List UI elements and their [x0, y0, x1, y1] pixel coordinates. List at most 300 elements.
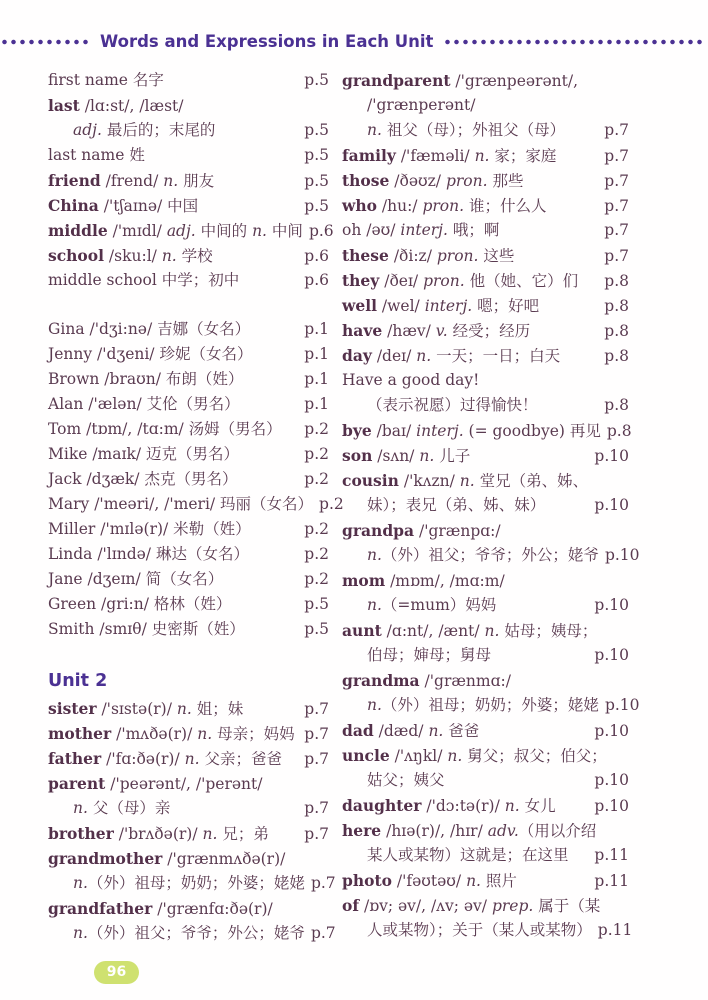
entry-segment: （外）祖母；奶奶；外婆；姥姥: [381, 696, 599, 714]
entry-line: [48, 542, 329, 567]
entry-text: [48, 921, 305, 946]
entry-text: [342, 518, 629, 544]
entry-text: [48, 796, 298, 821]
entry-line: [48, 871, 336, 896]
entry-line: [342, 868, 629, 893]
vocab-column-right: [342, 68, 640, 943]
page-ref: p.11: [597, 921, 633, 939]
entry-line: [48, 442, 329, 467]
entry-segment: China: [48, 196, 99, 215]
page-ref: p.5: [304, 595, 329, 613]
entry-segment: 家；家庭: [489, 147, 557, 165]
entry-text: [342, 543, 599, 568]
entry-segment: 兄；弟: [217, 825, 269, 843]
entry-segment: /'fəʊtəʊ/: [391, 872, 467, 890]
page-ref: p.2: [304, 420, 329, 438]
entry-text: [342, 493, 588, 518]
page-ref: p.7: [604, 221, 629, 239]
entry-segment: cousin: [342, 471, 399, 490]
entry-line: [48, 746, 329, 771]
entry-segment: /'tʃaɪnə/ 中国: [98, 197, 199, 215]
entry-segment: Linda /'lɪndə/ 琳达（女名）: [48, 545, 249, 563]
entry-text: [342, 643, 588, 668]
entry-text: [342, 568, 629, 594]
page-ref: p.7: [304, 799, 329, 817]
entry-segment: adj.: [166, 222, 196, 240]
entry-segment: grandparent: [342, 71, 451, 90]
entry-text: [342, 68, 629, 94]
entry-segment: /'fɑ:ðə(r)/: [101, 750, 185, 768]
entry-segment: 姑父；姨父: [367, 771, 445, 789]
entry-segment: 父亲；爸爸: [199, 750, 282, 768]
entry-text: [48, 821, 298, 847]
page-ref: p.10: [594, 722, 629, 740]
entry-segment: these: [342, 246, 389, 265]
entry-text: [48, 542, 298, 567]
entry-segment: n.: [504, 797, 520, 815]
entry-segment: /ðeɪ/: [379, 272, 424, 290]
entry-segment: 姑母；姨母；: [499, 622, 598, 640]
entry-segment: Brown /braʊn/ 布朗（姓）: [48, 370, 244, 388]
entry-text: [342, 618, 629, 644]
page-ref: p.8: [606, 422, 632, 440]
entry-segment: 照片: [480, 872, 517, 890]
entry-segment: 朋友: [178, 172, 215, 190]
entry-segment: /'ʌŋkl/: [389, 747, 448, 765]
page-ref: p.1: [304, 320, 329, 338]
entry-line: [342, 493, 629, 518]
entry-line: [342, 243, 629, 268]
entry-line: [48, 417, 329, 442]
entry-line: [342, 193, 629, 218]
entry-segment: /sku:l/: [104, 247, 162, 265]
entry-text: [48, 567, 298, 592]
entry-text: [342, 718, 588, 744]
entry-segment: /ɑ:nt/, /ænt/: [381, 622, 485, 640]
entry-segment: grandma: [342, 671, 420, 690]
entry-segment: grandfather: [48, 899, 153, 918]
entry-text: [48, 118, 298, 143]
page-ref: p.11: [594, 846, 629, 864]
entry-text: [342, 218, 598, 243]
entry-segment: n.: [419, 447, 435, 465]
page-ref: p.6: [304, 271, 329, 289]
entry-line: [48, 721, 329, 746]
entry-segment: /'sɪstə(r)/: [96, 700, 177, 718]
entry-segment: 姐；妹: [191, 700, 244, 718]
entry-segment: /ɒv; əv/, /ʌv; əv/: [359, 897, 492, 915]
entry-segment: pron.: [422, 197, 465, 215]
entry-text: [342, 143, 598, 169]
entry-line: [342, 418, 632, 443]
entry-line: [48, 492, 344, 517]
entry-segment: Tom /tɒm/, /tɑ:m/ 汤姆（男名）: [48, 420, 282, 438]
entry-segment: （=mum）妈妈: [381, 596, 497, 614]
entry-text: [48, 592, 298, 617]
entry-segment: /ðəʊz/: [389, 172, 446, 190]
entry-line: [342, 718, 629, 743]
entry-text: [48, 417, 298, 442]
entry-text: [342, 843, 588, 868]
entry-segment: friend: [48, 171, 101, 190]
page-title: Words and Expressions in Each Unit: [100, 32, 434, 51]
entry-segment: n.: [474, 147, 490, 165]
entry-segment: 这些: [478, 247, 515, 265]
entry-line: [48, 467, 329, 492]
entry-segment: 母亲；妈妈: [212, 725, 295, 743]
entry-text: [342, 743, 629, 769]
entry-segment: 人或某物）；关于（某人或某物）: [367, 921, 592, 939]
entry-segment: 经受；经历: [447, 322, 531, 340]
entry-line: [48, 846, 329, 871]
page-ref: p.10: [594, 797, 629, 815]
entry-segment: father: [48, 749, 102, 768]
page-ref: p.5: [304, 146, 329, 164]
entry-line: [342, 118, 629, 143]
page-ref: p.7: [304, 825, 329, 843]
entry-segment: middle: [48, 221, 108, 240]
entry-line: [342, 918, 633, 943]
entry-segment: Green /gri:n/ 格林（姓）: [48, 595, 232, 613]
entry-segment: /ði:z/: [388, 247, 437, 265]
entry-segment: of: [342, 896, 360, 915]
entry-line: [48, 143, 329, 168]
entry-line: [342, 518, 629, 543]
entry-segment: 儿子: [434, 447, 471, 465]
entry-segment: /'grænmɑ:/: [419, 672, 511, 690]
entry-segment: /'grænpɑ:/: [414, 522, 501, 540]
entry-segment: n.: [252, 222, 267, 240]
entry-line: [342, 593, 629, 618]
entry-line: [48, 367, 329, 392]
page-ref: p.1: [304, 395, 329, 413]
entry-text: [48, 492, 313, 517]
entry-segment: /'mɪdl/: [107, 222, 167, 240]
entry-segment: n.: [184, 750, 200, 768]
entry-text: [48, 746, 298, 772]
entry-segment: those: [342, 171, 390, 190]
entry-line: [342, 143, 629, 168]
entry-line: [48, 193, 329, 218]
entry-line: [342, 368, 629, 393]
entry-line: [342, 168, 629, 193]
page-ref: p.10: [594, 496, 629, 514]
entry-segment: 祖父（母）；外祖父（母）: [381, 121, 566, 139]
entry-text: [48, 317, 298, 342]
entry-segment: interj.: [424, 297, 473, 315]
entry-segment: /'brʌðə(r)/: [113, 825, 203, 843]
entry-line: [342, 93, 629, 118]
entry-line: [342, 318, 629, 343]
page-ref: p.8: [604, 396, 629, 414]
page-ref: p.8: [604, 322, 629, 340]
entry-text: [48, 342, 298, 367]
page-ref: p.7: [604, 172, 629, 190]
entry-line: [342, 393, 629, 418]
entry-line: [342, 643, 629, 668]
entry-text: [342, 468, 629, 494]
entry-segment: aunt: [342, 621, 382, 640]
entry-text: [48, 721, 298, 747]
dotted-rule-right: [443, 37, 706, 47]
entry-text: [342, 443, 588, 469]
entry-segment: 最后的；末尾的: [101, 121, 216, 139]
entry-text: [342, 693, 599, 718]
entry-line: [48, 896, 329, 921]
page-ref: p.2: [304, 445, 329, 463]
entry-segment: grandpa: [342, 521, 415, 540]
entry-segment: /'grænfɑ:ðə(r)/: [152, 900, 273, 918]
page-ref: p.2: [319, 495, 344, 513]
entry-text: [342, 293, 598, 319]
entry-line: [342, 443, 629, 468]
entry-segment: n.: [459, 472, 475, 490]
entry-segment: n.: [202, 825, 218, 843]
entry-segment: they: [342, 271, 380, 290]
entry-segment: Mary /'meəri/, /'meri/ 玛丽（女名）: [48, 495, 314, 513]
page-ref: p.10: [604, 546, 640, 564]
entry-segment: photo: [342, 871, 392, 890]
entry-text: [48, 871, 305, 896]
page-ref: p.10: [594, 447, 629, 465]
vocab-column-left: [48, 68, 344, 946]
entry-text: [48, 696, 298, 722]
entry-segment: middle school 中学；初中: [48, 271, 240, 289]
entry-text: [342, 593, 588, 618]
entry-text: [48, 467, 298, 492]
page-ref: p.2: [304, 545, 329, 563]
entry-segment: 中间的: [195, 222, 253, 240]
entry-segment: 父（母）亲: [87, 799, 171, 817]
entry-segment: bye: [342, 421, 372, 440]
entry-segment: Miller /'mɪlə(r)/ 米勒（姓）: [48, 520, 251, 538]
entry-text: [342, 893, 629, 919]
entry-text: [48, 143, 298, 168]
entry-segment: Have a good day!: [342, 371, 480, 389]
page-ref: p.7: [604, 147, 629, 165]
entry-segment: Smith /smɪθ/ 史密斯（姓）: [48, 620, 245, 638]
entry-segment: n.: [161, 247, 177, 265]
entry-segment: adj.: [73, 121, 102, 139]
entry-text: [342, 918, 592, 943]
entry-segment: 他（她、它）们: [464, 272, 579, 290]
entry-line: [48, 771, 329, 796]
entry-segment: family: [342, 146, 396, 165]
entry-line: [342, 218, 629, 243]
entry-segment: /'grænperənt/: [367, 96, 476, 114]
entry-line: [48, 268, 329, 293]
entry-line: [48, 392, 329, 417]
entry-segment: sister: [48, 699, 97, 718]
entry-text: [48, 442, 298, 467]
entry-segment: （表示祝愿）过得愉快！: [367, 396, 538, 414]
entry-text: [342, 868, 588, 894]
entry-segment: interj.: [400, 221, 448, 239]
entry-segment: n.: [428, 722, 444, 740]
entry-segment: who: [342, 196, 377, 215]
entry-line: [342, 693, 640, 718]
entry-segment: n.: [466, 872, 481, 890]
entry-text: [342, 343, 598, 369]
entry-line: [342, 568, 629, 593]
entry-segment: here: [342, 821, 382, 840]
entry-text: [342, 368, 629, 393]
entry-line: [48, 921, 336, 946]
page-ref: p.1: [304, 345, 329, 363]
entry-segment: school: [48, 246, 104, 265]
entry-line: [48, 317, 329, 342]
page-ref: p.10: [594, 646, 629, 664]
entry-segment: 伯母；婶母；舅母: [367, 646, 492, 664]
page-ref: p.8: [604, 272, 629, 290]
entry-line: [48, 796, 329, 821]
entry-line: [342, 743, 629, 768]
entry-segment: well: [342, 296, 377, 315]
entry-text: [48, 617, 298, 642]
page-ref: p.2: [304, 570, 329, 588]
entry-segment: prep.: [491, 897, 534, 915]
entry-segment: adv.: [487, 822, 519, 840]
entry-line: [48, 168, 329, 193]
entry-text: [48, 896, 329, 922]
entry-line: [342, 893, 629, 918]
entry-segment: son: [342, 446, 373, 465]
entry-line: [342, 768, 629, 793]
entry-segment: /sʌn/: [372, 447, 420, 465]
entry-segment: 舅父；叔父；伯父；: [462, 747, 607, 765]
entry-text: [48, 392, 298, 417]
section-gap: [48, 642, 329, 666]
entry-line: [48, 567, 329, 592]
entry-text: [48, 93, 329, 119]
entry-segment: /wel/: [376, 297, 425, 315]
entry-text: [342, 243, 598, 269]
page-ref: p.5: [304, 172, 329, 190]
page-ref: p.7: [310, 874, 336, 892]
page-ref: p.1: [304, 370, 329, 388]
page-ref: p.7: [304, 700, 329, 718]
entry-line: [48, 517, 329, 542]
entry-text: [342, 793, 588, 819]
page-ref: p.7: [304, 750, 329, 768]
entry-text: [342, 768, 588, 793]
entry-segment: Mike /maɪk/ 迈克（男名）: [48, 445, 239, 463]
entry-line: [342, 543, 640, 568]
entry-segment: n.: [367, 121, 382, 139]
entry-segment: /hæv/: [382, 322, 436, 340]
entry-line: [342, 68, 629, 93]
page-header: [0, 32, 708, 51]
entry-segment: uncle: [342, 746, 390, 765]
page-ref: p.7: [604, 247, 629, 265]
entry-segment: （外）祖父；爷爷；外公；姥爷: [87, 924, 305, 942]
entry-segment: pron.: [445, 172, 488, 190]
entry-segment: /'fæməli/: [395, 147, 475, 165]
entry-segment: （外）祖父；爷爷；外公；姥爷: [381, 546, 599, 564]
entry-segment: v.: [435, 322, 448, 340]
page-ref: p.6: [304, 247, 329, 265]
entry-text: [342, 93, 629, 118]
entry-segment: n.: [367, 596, 382, 614]
entry-line: [342, 268, 629, 293]
entry-line: [342, 818, 629, 843]
entry-text: [342, 118, 598, 143]
entry-text: [48, 218, 303, 244]
entry-line: [48, 118, 329, 143]
entry-line: [48, 592, 329, 617]
page-ref: p.5: [304, 620, 329, 638]
entry-segment: Jenny /'dʒeni/ 珍妮（女名）: [48, 345, 253, 363]
entry-segment: last name 姓: [48, 146, 145, 164]
entry-text: [48, 68, 298, 93]
entry-segment: Gina /'dʒi:nə/ 吉娜（女名）: [48, 320, 251, 338]
section-gap: [48, 293, 329, 317]
entry-segment: /'peərənt/, /'perənt/: [105, 775, 263, 793]
entry-segment: /frend/: [100, 172, 164, 190]
entry-segment: 学校: [176, 247, 213, 265]
dotted-rule-left: [0, 37, 90, 47]
entry-line: [48, 821, 329, 846]
page-ref: p.10: [604, 696, 640, 714]
entry-line: [342, 793, 629, 818]
entry-segment: mom: [342, 571, 386, 590]
entry-line: [48, 696, 329, 721]
page-ref: p.5: [304, 71, 329, 89]
entry-segment: brother: [48, 824, 114, 843]
page-number-badge: 96: [94, 961, 139, 984]
page-ref: p.11: [594, 872, 629, 890]
entry-text: [342, 818, 629, 844]
entry-segment: oh /əʊ/: [342, 221, 401, 239]
page-ref: p.8: [604, 297, 629, 315]
entry-segment: n.: [447, 747, 463, 765]
entry-text: [48, 771, 329, 797]
page-ref: p.10: [594, 596, 629, 614]
entry-segment: parent: [48, 774, 106, 793]
page-ref: p.2: [304, 520, 329, 538]
entry-line: [342, 843, 629, 868]
entry-text: [342, 168, 598, 194]
entry-segment: n.: [367, 696, 382, 714]
entry-text: [48, 367, 298, 392]
entry-segment: 嗯；好吧: [472, 297, 540, 315]
entry-text: [48, 268, 298, 293]
entry-segment: Jack /dʒæk/ 杰克（男名）: [48, 470, 238, 488]
entry-segment: n.: [367, 546, 382, 564]
entry-segment: 妹）；表兄（弟、姊、妹）: [367, 496, 546, 514]
entry-segment: last: [48, 96, 80, 115]
entry-segment: n.: [73, 799, 88, 817]
entry-segment: /deɪ/: [371, 347, 417, 365]
page-ref: p.6: [308, 222, 334, 240]
entry-text: [342, 668, 629, 694]
entry-segment: /mɒm/, /mɑ:m/: [385, 572, 505, 590]
entry-segment: /'grænmʌðə(r)/: [162, 850, 286, 868]
entry-text: [342, 268, 598, 294]
entry-segment: n.: [197, 725, 213, 743]
entry-segment: n.: [484, 622, 500, 640]
entry-segment: n.: [416, 347, 432, 365]
entry-line: [48, 68, 329, 93]
entry-segment: /'dɔ:tə(r)/: [421, 797, 505, 815]
entry-segment: Jane /dʒeɪn/ 简（女名）: [48, 570, 224, 588]
entry-segment: /dæd/: [373, 722, 429, 740]
entry-segment: n.: [73, 874, 88, 892]
entry-segment: 堂兄（弟、姊、: [474, 472, 589, 490]
entry-line: [48, 617, 329, 642]
entry-segment: （用以介绍: [518, 822, 597, 840]
page-ref: p.7: [604, 197, 629, 215]
